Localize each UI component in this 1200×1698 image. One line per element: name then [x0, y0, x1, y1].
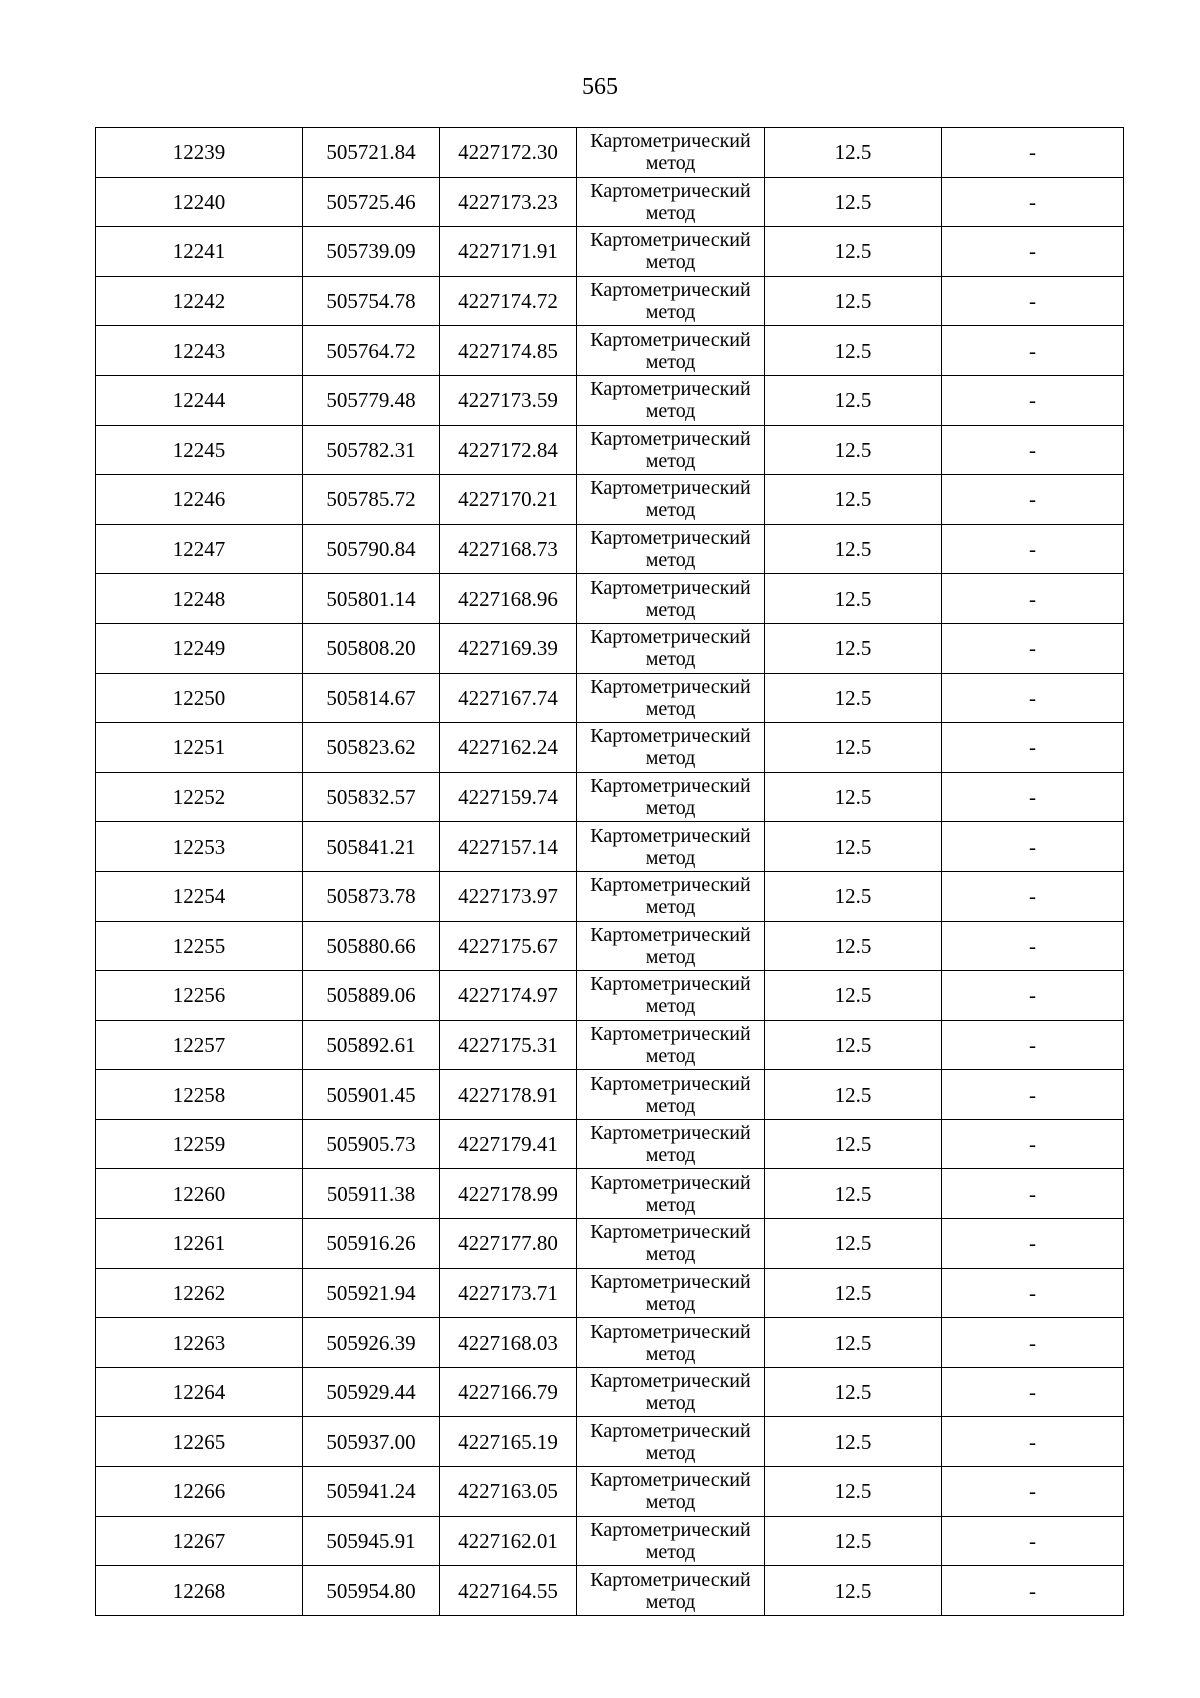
x-coordinate-cell: 505721.84 — [303, 128, 440, 178]
method-cell — [577, 1070, 765, 1120]
method-cell — [577, 921, 765, 971]
method-line-1: Картометрический — [590, 1022, 751, 1045]
table-row — [96, 475, 1124, 525]
accuracy-cell: 12.5 — [765, 276, 942, 326]
x-coordinate-cell: 505945.91 — [303, 1516, 440, 1566]
method-line-2: метод — [645, 549, 696, 572]
method-line-1: Картометрический — [590, 1171, 751, 1194]
method-cell — [577, 326, 765, 376]
accuracy-cell: 12.5 — [765, 1268, 942, 1318]
method-line-2: метод — [645, 350, 696, 373]
y-coordinate-cell: 4227178.99 — [440, 1169, 577, 1219]
description-cell: - — [942, 227, 1124, 277]
method-line-1: Картометрический — [590, 973, 751, 996]
method-line-2: метод — [645, 1491, 696, 1514]
point-number-cell: 12242 — [96, 276, 303, 326]
method-line-2: метод — [645, 1540, 696, 1563]
description-cell: - — [942, 1219, 1124, 1269]
y-coordinate-cell: 4227162.24 — [440, 723, 577, 773]
y-coordinate-cell: 4227173.97 — [440, 871, 577, 921]
method-cell — [577, 375, 765, 425]
table-row — [96, 971, 1124, 1021]
accuracy-cell: 12.5 — [765, 822, 942, 872]
description-cell: - — [942, 871, 1124, 921]
method-line-1: Картометрический — [590, 1469, 751, 1492]
y-coordinate-cell: 4227172.30 — [440, 128, 577, 178]
method-line-1: Картометрический — [590, 1221, 751, 1244]
description-cell: - — [942, 623, 1124, 673]
point-number-cell: 12253 — [96, 822, 303, 872]
y-coordinate-cell: 4227174.72 — [440, 276, 577, 326]
point-number-cell: 12246 — [96, 475, 303, 525]
table-row — [96, 574, 1124, 624]
x-coordinate-cell: 505785.72 — [303, 475, 440, 525]
method-line-1: Картометрический — [590, 179, 751, 202]
method-line-2: метод — [645, 846, 696, 869]
x-coordinate-cell: 505954.80 — [303, 1566, 440, 1616]
method-line-2: метод — [645, 1342, 696, 1365]
table-row — [96, 673, 1124, 723]
table-row — [96, 921, 1124, 971]
method-cell — [577, 772, 765, 822]
accuracy-cell: 12.5 — [765, 673, 942, 723]
x-coordinate-cell: 505941.24 — [303, 1467, 440, 1517]
x-coordinate-cell: 505873.78 — [303, 871, 440, 921]
description-cell: - — [942, 1367, 1124, 1417]
description-cell: - — [942, 128, 1124, 178]
accuracy-cell: 12.5 — [765, 227, 942, 277]
x-coordinate-cell: 505916.26 — [303, 1219, 440, 1269]
description-cell: - — [942, 524, 1124, 574]
y-coordinate-cell: 4227165.19 — [440, 1417, 577, 1467]
x-coordinate-cell: 505921.94 — [303, 1268, 440, 1318]
method-line-1: Картометрический — [590, 576, 751, 599]
description-cell: - — [942, 475, 1124, 525]
method-cell — [577, 227, 765, 277]
x-coordinate-cell: 505808.20 — [303, 623, 440, 673]
method-cell — [577, 1516, 765, 1566]
method-line-2: метод — [645, 201, 696, 224]
method-line-2: метод — [645, 1292, 696, 1315]
method-line-2: метод — [645, 1441, 696, 1464]
x-coordinate-cell: 505725.46 — [303, 177, 440, 227]
point-number-cell: 12256 — [96, 971, 303, 1021]
method-cell — [577, 623, 765, 673]
method-line-1: Картометрический — [590, 1072, 751, 1095]
method-line-2: метод — [645, 301, 696, 324]
description-cell: - — [942, 1516, 1124, 1566]
method-line-2: метод — [645, 1193, 696, 1216]
point-number-cell: 12243 — [96, 326, 303, 376]
accuracy-cell: 12.5 — [765, 475, 942, 525]
method-line-1: Картометрический — [590, 1320, 751, 1343]
accuracy-cell: 12.5 — [765, 623, 942, 673]
method-line-2: метод — [645, 945, 696, 968]
accuracy-cell: 12.5 — [765, 1219, 942, 1269]
method-cell — [577, 673, 765, 723]
table-row — [96, 623, 1124, 673]
method-cell — [577, 971, 765, 1021]
page-number: 565 — [582, 74, 618, 100]
x-coordinate-cell: 505790.84 — [303, 524, 440, 574]
accuracy-cell: 12.5 — [765, 871, 942, 921]
accuracy-cell: 12.5 — [765, 921, 942, 971]
method-line-1: Картометрический — [590, 1122, 751, 1145]
accuracy-cell: 12.5 — [765, 772, 942, 822]
accuracy-cell: 12.5 — [765, 574, 942, 624]
table-row — [96, 1020, 1124, 1070]
point-number-cell: 12259 — [96, 1119, 303, 1169]
accuracy-cell: 12.5 — [765, 128, 942, 178]
coordinates-table — [95, 127, 1124, 1616]
y-coordinate-cell: 4227175.31 — [440, 1020, 577, 1070]
accuracy-cell: 12.5 — [765, 1169, 942, 1219]
table-row — [96, 822, 1124, 872]
table-row — [96, 723, 1124, 773]
point-number-cell: 12260 — [96, 1169, 303, 1219]
accuracy-cell: 12.5 — [765, 1070, 942, 1120]
x-coordinate-cell: 505841.21 — [303, 822, 440, 872]
description-cell: - — [942, 1318, 1124, 1368]
method-line-2: метод — [645, 1094, 696, 1117]
method-line-2: метод — [645, 499, 696, 522]
table-row — [96, 1268, 1124, 1318]
table-row — [96, 1070, 1124, 1120]
table-row — [96, 871, 1124, 921]
table-row — [96, 276, 1124, 326]
description-cell: - — [942, 375, 1124, 425]
y-coordinate-cell: 4227168.96 — [440, 574, 577, 624]
table-row — [96, 177, 1124, 227]
description-cell: - — [942, 177, 1124, 227]
accuracy-cell: 12.5 — [765, 1318, 942, 1368]
description-cell: - — [942, 921, 1124, 971]
method-line-2: метод — [645, 648, 696, 671]
description-cell: - — [942, 822, 1124, 872]
y-coordinate-cell: 4227173.23 — [440, 177, 577, 227]
method-cell — [577, 1119, 765, 1169]
description-cell: - — [942, 1119, 1124, 1169]
y-coordinate-cell: 4227178.91 — [440, 1070, 577, 1120]
accuracy-cell: 12.5 — [765, 1516, 942, 1566]
method-line-2: метод — [645, 449, 696, 472]
y-coordinate-cell: 4227168.03 — [440, 1318, 577, 1368]
method-cell — [577, 1020, 765, 1070]
description-cell: - — [942, 1169, 1124, 1219]
accuracy-cell: 12.5 — [765, 1417, 942, 1467]
method-line-1: Картометрический — [590, 1270, 751, 1293]
method-line-1: Картометрический — [590, 1370, 751, 1393]
method-line-1: Картометрический — [590, 824, 751, 847]
accuracy-cell: 12.5 — [765, 1020, 942, 1070]
accuracy-cell: 12.5 — [765, 1467, 942, 1517]
point-number-cell: 12257 — [96, 1020, 303, 1070]
point-number-cell: 12244 — [96, 375, 303, 425]
x-coordinate-cell: 505764.72 — [303, 326, 440, 376]
point-number-cell: 12252 — [96, 772, 303, 822]
accuracy-cell: 12.5 — [765, 1367, 942, 1417]
method-cell — [577, 1318, 765, 1368]
point-number-cell: 12240 — [96, 177, 303, 227]
description-cell: - — [942, 1417, 1124, 1467]
description-cell: - — [942, 1467, 1124, 1517]
y-coordinate-cell: 4227177.80 — [440, 1219, 577, 1269]
method-line-2: метод — [645, 1044, 696, 1067]
y-coordinate-cell: 4227169.39 — [440, 623, 577, 673]
method-cell — [577, 1367, 765, 1417]
x-coordinate-cell: 505901.45 — [303, 1070, 440, 1120]
method-line-1: Картометрический — [590, 427, 751, 450]
point-number-cell: 12250 — [96, 673, 303, 723]
method-line-2: метод — [645, 1590, 696, 1613]
point-number-cell: 12264 — [96, 1367, 303, 1417]
coordinates-table-body — [96, 128, 1124, 1616]
table-row — [96, 1516, 1124, 1566]
method-cell — [577, 1219, 765, 1269]
method-cell — [577, 1169, 765, 1219]
table-row — [96, 1169, 1124, 1219]
point-number-cell: 12239 — [96, 128, 303, 178]
method-line-2: метод — [645, 797, 696, 820]
y-coordinate-cell: 4227163.05 — [440, 1467, 577, 1517]
method-cell — [577, 1417, 765, 1467]
x-coordinate-cell: 505889.06 — [303, 971, 440, 1021]
accuracy-cell: 12.5 — [765, 177, 942, 227]
accuracy-cell: 12.5 — [765, 524, 942, 574]
point-number-cell: 12247 — [96, 524, 303, 574]
table-row — [96, 227, 1124, 277]
table-row — [96, 375, 1124, 425]
table-row — [96, 1467, 1124, 1517]
x-coordinate-cell: 505911.38 — [303, 1169, 440, 1219]
point-number-cell: 12258 — [96, 1070, 303, 1120]
method-line-1: Картометрический — [590, 130, 751, 153]
x-coordinate-cell: 505814.67 — [303, 673, 440, 723]
y-coordinate-cell: 4227157.14 — [440, 822, 577, 872]
x-coordinate-cell: 505929.44 — [303, 1367, 440, 1417]
point-number-cell: 12251 — [96, 723, 303, 773]
method-cell — [577, 524, 765, 574]
point-number-cell: 12241 — [96, 227, 303, 277]
method-cell — [577, 723, 765, 773]
y-coordinate-cell: 4227164.55 — [440, 1566, 577, 1616]
point-number-cell: 12262 — [96, 1268, 303, 1318]
y-coordinate-cell: 4227168.73 — [440, 524, 577, 574]
method-line-2: метод — [645, 152, 696, 175]
method-cell — [577, 475, 765, 525]
x-coordinate-cell: 505779.48 — [303, 375, 440, 425]
table-row — [96, 1219, 1124, 1269]
table-row — [96, 326, 1124, 376]
point-number-cell: 12263 — [96, 1318, 303, 1368]
method-line-2: метод — [645, 747, 696, 770]
accuracy-cell: 12.5 — [765, 723, 942, 773]
point-number-cell: 12254 — [96, 871, 303, 921]
method-cell — [577, 128, 765, 178]
method-cell — [577, 425, 765, 475]
method-cell — [577, 276, 765, 326]
table-row — [96, 425, 1124, 475]
table-row — [96, 1417, 1124, 1467]
method-line-2: метод — [645, 995, 696, 1018]
method-line-2: метод — [645, 896, 696, 919]
method-line-1: Картометрический — [590, 279, 751, 302]
y-coordinate-cell: 4227175.67 — [440, 921, 577, 971]
accuracy-cell: 12.5 — [765, 971, 942, 1021]
method-line-1: Картометрический — [590, 775, 751, 798]
point-number-cell: 12266 — [96, 1467, 303, 1517]
table-row — [96, 128, 1124, 178]
method-line-1: Картометрический — [590, 675, 751, 698]
y-coordinate-cell: 4227166.79 — [440, 1367, 577, 1417]
table-row — [96, 524, 1124, 574]
method-cell — [577, 574, 765, 624]
method-line-1: Картометрический — [590, 229, 751, 252]
method-line-2: метод — [645, 1243, 696, 1266]
method-line-1: Картометрический — [590, 626, 751, 649]
method-line-2: метод — [645, 1392, 696, 1415]
method-line-2: метод — [645, 1144, 696, 1167]
method-line-2: метод — [645, 251, 696, 274]
y-coordinate-cell: 4227173.71 — [440, 1268, 577, 1318]
description-cell: - — [942, 772, 1124, 822]
accuracy-cell: 12.5 — [765, 1566, 942, 1616]
table-row — [96, 772, 1124, 822]
point-number-cell: 12265 — [96, 1417, 303, 1467]
method-line-2: метод — [645, 598, 696, 621]
method-cell — [577, 822, 765, 872]
y-coordinate-cell: 4227179.41 — [440, 1119, 577, 1169]
x-coordinate-cell: 505739.09 — [303, 227, 440, 277]
accuracy-cell: 12.5 — [765, 1119, 942, 1169]
method-line-1: Картометрический — [590, 477, 751, 500]
method-line-1: Картометрический — [590, 378, 751, 401]
method-cell — [577, 177, 765, 227]
y-coordinate-cell: 4227174.97 — [440, 971, 577, 1021]
method-line-2: метод — [645, 400, 696, 423]
x-coordinate-cell: 505926.39 — [303, 1318, 440, 1368]
point-number-cell: 12249 — [96, 623, 303, 673]
method-cell — [577, 871, 765, 921]
y-coordinate-cell: 4227172.84 — [440, 425, 577, 475]
point-number-cell: 12245 — [96, 425, 303, 475]
point-number-cell: 12248 — [96, 574, 303, 624]
method-cell — [577, 1566, 765, 1616]
x-coordinate-cell: 505892.61 — [303, 1020, 440, 1070]
description-cell: - — [942, 723, 1124, 773]
description-cell: - — [942, 1020, 1124, 1070]
y-coordinate-cell: 4227174.85 — [440, 326, 577, 376]
x-coordinate-cell: 505782.31 — [303, 425, 440, 475]
method-line-1: Картометрический — [590, 328, 751, 351]
point-number-cell: 12255 — [96, 921, 303, 971]
x-coordinate-cell: 505801.14 — [303, 574, 440, 624]
point-number-cell: 12267 — [96, 1516, 303, 1566]
table-row — [96, 1367, 1124, 1417]
method-line-1: Картометрический — [590, 1568, 751, 1591]
description-cell: - — [942, 425, 1124, 475]
x-coordinate-cell: 505823.62 — [303, 723, 440, 773]
y-coordinate-cell: 4227170.21 — [440, 475, 577, 525]
accuracy-cell: 12.5 — [765, 326, 942, 376]
point-number-cell: 12261 — [96, 1219, 303, 1269]
method-line-2: метод — [645, 697, 696, 720]
table-row — [96, 1566, 1124, 1616]
method-line-1: Картометрический — [590, 527, 751, 550]
y-coordinate-cell: 4227167.74 — [440, 673, 577, 723]
accuracy-cell: 12.5 — [765, 425, 942, 475]
description-cell: - — [942, 326, 1124, 376]
x-coordinate-cell: 505754.78 — [303, 276, 440, 326]
description-cell: - — [942, 574, 1124, 624]
method-line-1: Картометрический — [590, 1419, 751, 1442]
y-coordinate-cell: 4227171.91 — [440, 227, 577, 277]
table-row — [96, 1119, 1124, 1169]
method-line-1: Картометрический — [590, 923, 751, 946]
accuracy-cell: 12.5 — [765, 375, 942, 425]
x-coordinate-cell: 505832.57 — [303, 772, 440, 822]
method-line-1: Картометрический — [590, 725, 751, 748]
method-cell — [577, 1268, 765, 1318]
description-cell: - — [942, 276, 1124, 326]
table-row — [96, 1318, 1124, 1368]
description-cell: - — [942, 1268, 1124, 1318]
method-line-1: Картометрический — [590, 1518, 751, 1541]
point-number-cell: 12268 — [96, 1566, 303, 1616]
y-coordinate-cell: 4227162.01 — [440, 1516, 577, 1566]
description-cell: - — [942, 971, 1124, 1021]
y-coordinate-cell: 4227173.59 — [440, 375, 577, 425]
x-coordinate-cell: 505937.00 — [303, 1417, 440, 1467]
description-cell: - — [942, 1566, 1124, 1616]
method-line-1: Картометрический — [590, 874, 751, 897]
x-coordinate-cell: 505880.66 — [303, 921, 440, 971]
description-cell: - — [942, 673, 1124, 723]
method-cell — [577, 1467, 765, 1517]
description-cell: - — [942, 1070, 1124, 1120]
y-coordinate-cell: 4227159.74 — [440, 772, 577, 822]
x-coordinate-cell: 505905.73 — [303, 1119, 440, 1169]
